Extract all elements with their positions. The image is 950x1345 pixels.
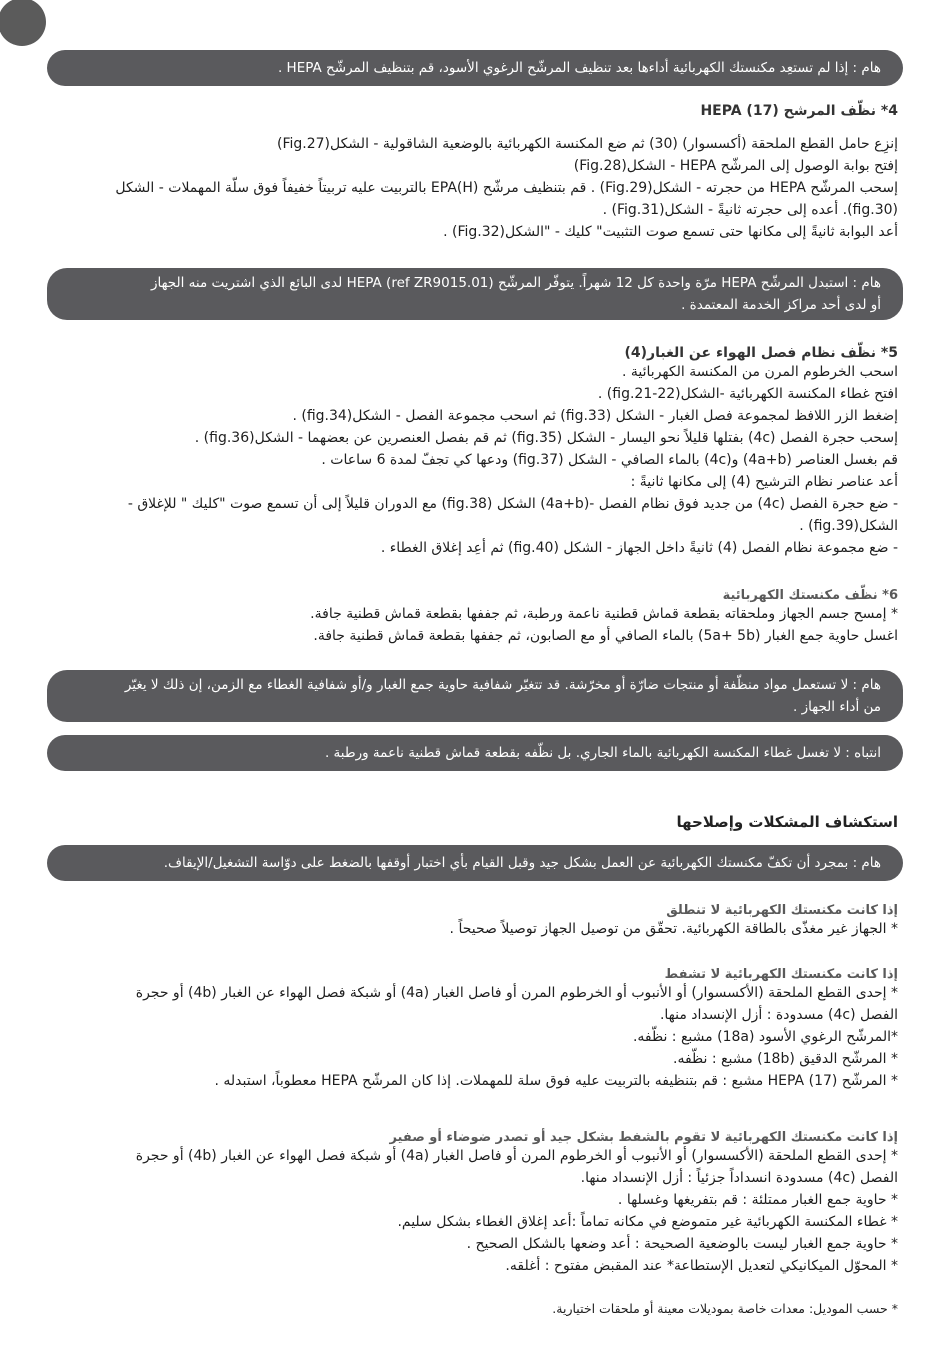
note-hepa-replace [47,268,903,320]
body-line: إسحب حجرة الفصل (4c) بفتلها قليلاً نحو اليسار - الشكل (fig.35) ثم قم بفصل العنصرين عن بعضهما - الشكل(fig.36) . [194,430,898,446]
body-line: (fig.30). أعده إلى حجرته ثانيةً - الشكل(Fig.31) . [602,202,898,218]
body-line: * حاوية جمع الغبار ممتلئة : قم بتفريغها وغسلها . [617,1192,898,1208]
body-line: افتح غطاء المكنسة الكهربائية -الشكل(22-21.fig) . [597,386,898,402]
troubleshooting-title: استكشاف المشكلات وإصلاحها [676,813,898,831]
body-line: * إحدى القطع الملحقة (الأكسسوار) أو الأنبوب أو الخرطوم المرن أو فاصل الغبار (4a) أو شبكة فصل الهواء عن الغبار (4b) أو حجرة [135,985,898,1001]
note-line: هام : استبدل المرشّح HEPA مرّة واحدة كل 12 شهراً. يتوفّر المرشّح (ref ZR9015.01) HEPA لدى البائع الذي اشتريت منه الجهاز [150,275,881,291]
section-5 [62,345,898,559]
section-6 [62,588,898,647]
body-line: إفتح بوابة الوصول إلى المرشّح HEPA - الشكل(Fig.28) [573,158,898,174]
note-line: أو لدى أحد مراكز الخدمة المعتمدة . [681,297,881,313]
body-line: اسحب الخرطوم المرن من المكنسة الكهربائية . [622,364,898,380]
footnote-text: * حسب الموديل: معدات خاصة بموديلات معينة أو ملحقات اختيارية. [552,1301,898,1316]
body-line: - ضع حجرة الفصل (4c) من جديد فوق نظام الفصل -(4a+b) الشكل (fig.38) مع الدوران قليلاً إلى أن تسمع صوت "كليك " للإغلاق - [127,496,898,512]
note-text: هام : إذا لم تستعِد مكنستك الكهربائية أداءها بعد تنظيف المرشّح الرغوي الأسود، قم بتنظيف المرشّح HEPA . [277,60,881,76]
case-title: إذا كانت مكنستك الكهربائية لا تقوم بالشفط بشكل جيد أو تصدر ضوضاء أو صفير [389,1130,898,1145]
note-line: من أداء الجهاز . [793,699,881,715]
case-title: إذا كانت مكنستك الكهربائية لا تشفط [664,967,898,982]
page-corner-marker [0,0,46,46]
body-line: * المرشّح الدقيق (18b) مشبع : نظّفه. [673,1051,898,1067]
note-cover [47,735,903,771]
case-no-start [62,903,898,940]
note-troubleshooting [47,845,903,881]
section-4 [62,103,898,119]
body-line: * المحوّل الميكانيكي لتعديل الإستطاعة* عند المقبض مفتوح : أغلقه. [505,1258,898,1274]
case-no-suction [62,967,898,1092]
body-line: أعد البوابة ثانيةً إلى مكانها حتى تسمع صوت التثبيت" كليك - "الشكل(Fig.32) . [443,224,898,240]
troubleshooting-heading [62,813,898,831]
body-line: إضغط الزر اللافظ لمجموعة فصل الغبار - الشكل (fig.33) ثم اسحب مجموعة الفصل - الشكل(fig.34) . [292,408,898,424]
section-6-title: 6* نظّف مكنستك الكهربائية [722,588,898,603]
body-line: أعد عناصر نظام الترشيح (4) إلى مكانها ثانيةً : [630,474,898,490]
body-line: إنزِع حامل القطع الملحقة (أكسسوار) (30) ثم ضع المكنسة الكهربائية بالوضعية الشاقولية - الشكل(Fig.27) [276,136,898,152]
body-line: اغسل حاوية جمع الغبار (5a+ 5b) بالماء الصافي أو مع الصابون، ثم جففها بقطعة قماش قطنية جافة. [313,628,898,644]
note-hepa-clean [47,50,903,86]
note-cleaners [47,670,903,722]
body-line: * إمسح جسم الجهاز وملحقاته بقطعة قماش قطنية ناعمة ورطبة، ثم جففها بقطعة قماش قطنية جافة. [310,606,898,622]
body-line: قم بغسل العناصر (4a+b) و(4c) بالماء الصافي - الشكل (fig.37) ودعها كي تجفّ لمدة 6 ساعات . [321,452,898,468]
note-text: انتباه : لا تغسل غطاء المكنسة الكهربائية بالماء الجاري. بل نظّفه بقطعة قماش قطنية ناعمة ورطبة . [324,745,881,761]
body-line: الفصل (4c) مسدودة : أزل الإنسداد منها. [659,1007,898,1023]
body-line: * غطاء المكنسة الكهربائية غير متموضع في مكانه تماماً :أعد إغلاق الغطاء بشكل سليم. [397,1214,898,1230]
body-line: - ضع مجموعة نظام الفصل (4) ثانيةً داخل الجهاز - الشكل (fig.40) ثم أعِد إغلاق الغطاء . [380,540,898,556]
body-line: إسحب المرشّح HEPA من حجرته - الشكل(Fig.29) . قم بتنظيف مرشّح (H)EPA بالتربيت عليه تربيتاً خفيفاً فوق سلّة المهملات - الشكل [115,180,898,196]
case-title: إذا كانت مكنستك الكهربائية لا تنطلق [666,903,898,918]
note-line: هام : لا تستعمل مواد منظّفة أو منتجات ضارّة أو مخرّشة. قد تتغيّر شفافية حاوية جمع الغبار و/أو شفافية الغطاء مع الزمن، إن ذلك لا يغيّر [124,677,881,693]
body-line: * المرشّح (17) HEPA مشبع : قم بتنظيفه بالتربيت عليه فوق سلة للمهملات. إذا كان المرشّح HEPA معطوباً، استبدله . [214,1073,898,1089]
section-4-title: 4* نظّف المرشح (17) HEPA [700,103,898,119]
body-line: * الجهاز غير مغذّى بالطاقة الكهربائية. تحقّق من توصيل الجهاز توصيلاً صحيحاً . [449,921,898,937]
body-line: الفصل (4c) مسدودة انسداداً جزئياً : أزل الإنسداد منها. [580,1170,898,1186]
body-line: * إحدى القطع الملحقة (الأكسسوار) أو الأنبوب أو الخرطوم المرن أو فاصل الغبار (4a) أو شبكة فصل الهواء عن الغبار (4b) أو حجرة [135,1148,898,1164]
note-text: هام : بمجرد أن تكفّ مكنستك الكهربائية عن العمل بشكل جيد وقبل القيام بأي اختبار أوقفها بالضغط على دوّاسة التشغيل/الإيقاف. [163,855,881,871]
body-line: الشكل(fig.39) . [799,518,898,534]
body-line: *المرشّح الرغوي الأسود (18a) مشبع : نظّفه. [632,1029,898,1045]
section-5-title: 5* نظّف نظام فصل الهواء عن الغبار(4) [624,345,898,361]
case-weak-suction [62,1130,898,1277]
body-line: * حاوية جمع الغبار ليست بالوضعية الصحيحة : أعد وضعها بالشكل الصحيح . [466,1236,898,1252]
section-4-body [62,133,898,243]
footnote [62,1298,898,1320]
